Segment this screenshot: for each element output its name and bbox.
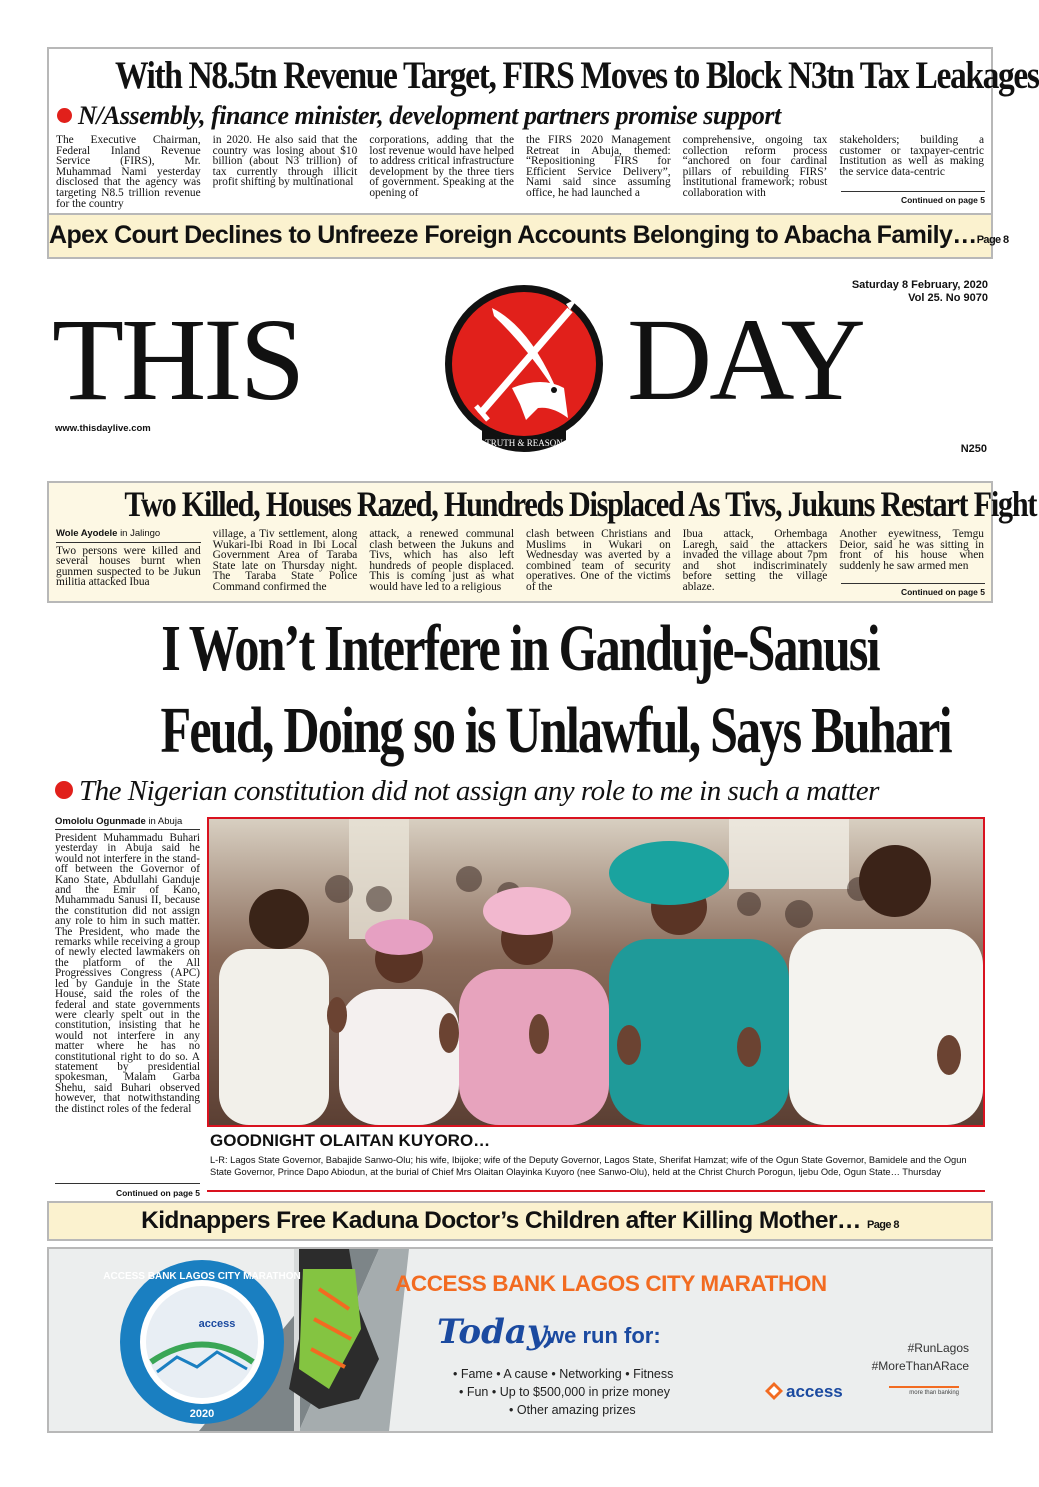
tiv-story-column-text: Two persons were killed and several houses burnt when gunmen suspected to be Jukun militia attacked Ibua [56,544,201,589]
thisday-emblem-icon [442,268,606,468]
apex-court-page: Page 8 [976,234,1009,246]
top-story [47,47,1039,259]
lead-headline-line1[interactable]: I Won’t Interfere in Ganduje-Sanusi [161,612,879,685]
issue-date: Saturday 8 February, 2020 [851,279,988,291]
tiv-byline-name: Wole Ayodele [56,528,118,539]
badge-title: ACCESS BANK LAGOS CITY MARATHON [103,1271,301,1282]
tiv-byline-place: in Jalingo [120,528,161,539]
website-link[interactable]: www.thisdaylive.com [55,423,151,434]
kaduna-bar[interactable] [47,1201,993,1241]
issue-date-volume [852,279,988,305]
lead-story-text: President Muhammadu Buhari yesterday in Abuja said he would not interfere in the stand-off between the Governor of Kano State, Abdullahi Ganduje and the Emir of Kano, Muhammadu Sanusi II, because the constitution did not assign any role to him in such matter. The President, who made the remarks while receiving a group of newly elected lawmakers on the platform of the All Progressives Congress (APC) led by Ganduje in the State House, said the roles of the federal and state governments were clearly spelt out in the constitution, insisting that he would not interfere in any matter where he has no constitutional right to do so. A statement by presidential spokesman, Malam Garba Shehu, said Buhari observed however, that notwithstanding the distinct roles of the federal [55,832,200,1115]
lead-byline-place: in Abuja [148,816,183,827]
tiv-story-columns [56,529,984,601]
emblem-text: TRUTH & REASON [485,438,563,448]
top-story-column: The Executive Chairman, Federal Inland Revenue Service (FIRS), Mr. Muhammad Nami yesterday disclosed that the agency was targeting N8.5 trillion revenue for the country [56,134,201,210]
top-story-column: stakeholders; building a customer or taxpayer-centric Institution as well as making the service data-centric [839,134,984,178]
kaduna-headline: Kidnappers Free Kaduna Doctor’s Children after Killing Mother… [141,1207,861,1234]
top-story-continued-link[interactable]: Continued on page 5 [900,195,985,205]
tiv-story-headline[interactable]: Two Killed, Houses Razed, Hundreds Displaced As Tivs, Jukuns Restart Fight [124,484,1037,524]
cover-price: N250 [960,443,987,455]
lead-story-body [55,816,200,1206]
badge-year: 2020 [189,1408,215,1420]
apex-court-headline: Apex Court Declines to Unfreeze Foreign Accounts Belonging to Abacha Family… [49,221,977,249]
lead-photo[interactable] [207,817,985,1127]
lead-kicker [55,775,879,808]
badge-brand: access [198,1318,236,1330]
photo-caption-title: GOODNIGHT OLAITAN KUYORO… [210,1131,491,1150]
ad-benefits-line2: • Fun • Up to $500,000 in prize money [459,1385,670,1399]
access-logo-icon [765,1382,783,1400]
tiv-story-column [56,529,201,601]
apex-court-bar[interactable] [49,213,1009,257]
kaduna-page: Page 8 [867,1219,899,1231]
tiv-story-column: village, a Tiv settlement, along Wukari-Ibi Road in Ibi Local Government Area of Taraba State late on Thursday night. The Taraba State Police Command confirmed the [212,528,358,593]
top-story-headline[interactable]: With N8.5tn Revenue Target, FIRS Moves to Block N3tn Tax Leakages [114,54,1039,97]
bullet-dot-icon [55,781,73,799]
masthead [47,268,993,473]
divider [841,191,985,192]
lead-byline [55,816,200,830]
lead-story-continued-link[interactable]: Continued on page 5 [115,1188,200,1198]
ad-benefits-line1: • Fame • A cause • Networking • Fitness [453,1367,674,1381]
top-story-column: in 2020. He also said that the country was losing about $10 billion (about N3 trillion) of tax currently through illicit profit shifting by multinational [212,134,358,189]
divider [841,583,985,584]
bullet-dot-icon [57,108,72,123]
photo-caption-text: L-R: Lagos State Governor, Babajide Sanwo-Olu; his wife, Ibijoke; wife of the Deputy Governor, Lagos State, Sherifat Hamzat; wife of the Ogun State Governor, Bamidele and the Ogun State Governor, Prince Dapo Abiodun, at the burial of Chief Mrs Olaitan Olayinka Kuyoro (nee Sanwo-Olu), held at the Christ Church Porogun, Ijebu Ode, Ogun State… Thursday [210,1155,967,1177]
ad-brand-access: access [786,1382,843,1401]
tiv-story [47,481,1037,603]
ad-run-for: we run for: [547,1323,661,1348]
issue-volume: Vol 25. No 9070 [908,292,988,304]
lead-kicker-text: The Nigerian constitution did not assign any role to me in such a matter [79,775,879,807]
photo-illustration [209,819,983,1125]
lead-byline-name: Omololu Ogunmade [55,816,146,827]
masthead-this: THIS [52,294,303,425]
top-story-column: corporations, adding that the lost revenue would have helped to address critical infrastructure development by the three tiers of government. Speaking at the opening of [369,134,514,199]
ad-title: ACCESS BANK LAGOS CITY MARATHON [395,1271,827,1296]
tiv-story-column: Ibua attack, Orhembaga Laregh, said the attackers invaded the village about 7pm and shot indiscriminately before setting the village ablaze. [682,528,828,593]
top-story-column: comprehensive, ongoing tax collection reform process “anchored on four cardinal pillars of rebuilding FIRS’ institutional framework; robust collaboration with [682,134,828,199]
tiv-story-column: clash between Christians and Muslims in Wukari on Wednesday was averted by a combined team of security operatives. One of the victims of the [526,528,671,593]
lead-headline-line2[interactable]: Feud, Doing so is Unlawful, Says Buhari [160,694,951,767]
tiv-byline [56,529,201,543]
ad-today: Today, [437,1312,556,1352]
tiv-story-column: Another eyewitness, Temgu Deior, said he was sitting in front of his house when suddenly he saw armed men [839,528,984,572]
top-story-column: the FIRS 2020 Management Retreat in Abuja, themed: “Repositioning FIRS for Efficient Service Delivery”, Nami said since assuming office, he had launched a [526,134,671,199]
ad-hashtag-morethanarace: #MoreThanARace [871,1359,969,1373]
access-bank-marathon-ad[interactable] [47,1247,993,1433]
marathon-badge-icon [103,1257,301,1427]
ad-benefits-line3: • Other amazing prizes [509,1403,636,1417]
tiv-story-column: attack, a renewed communal clash between the Jukuns and Tivs, which has also left hundreds of people displaced. This is coming just as what would have led to a religious [369,528,514,593]
divider [207,1190,985,1192]
top-story-kicker [57,101,781,131]
masthead-day: DAY [627,294,863,425]
top-story-kicker-text: N/Assembly, finance minister, development partners promise support [78,101,781,130]
divider [55,1183,200,1184]
ad-brand-tagline: more than banking [889,1386,959,1400]
tiv-story-continued-link[interactable]: Continued on page 5 [900,587,985,597]
ad-hashtag-runlagos: #RunLagos [907,1341,969,1355]
